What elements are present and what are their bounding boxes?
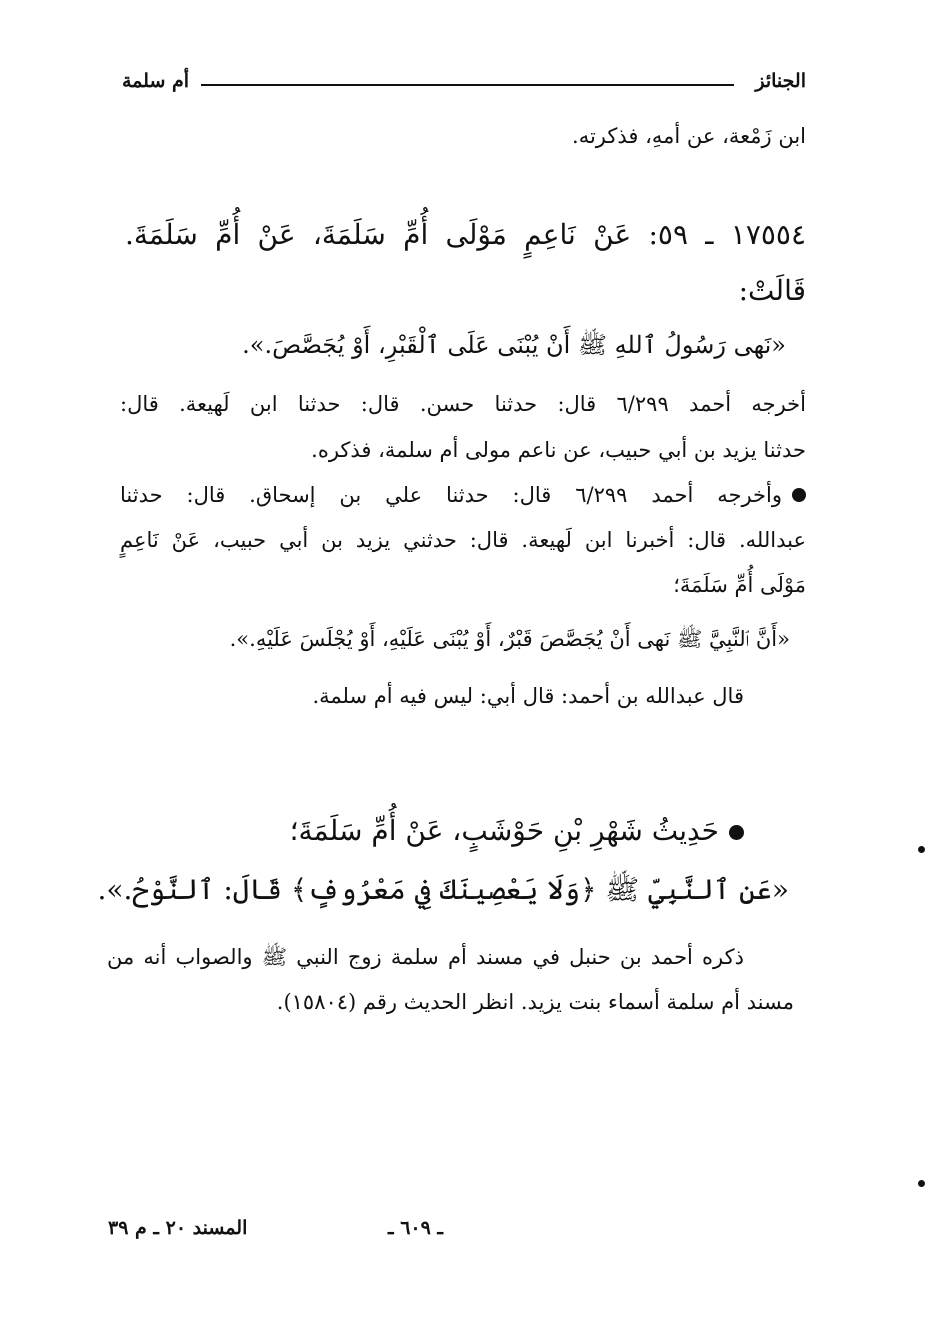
note-line-1 bbox=[107, 944, 744, 975]
hadith-heading-text: ١٧٥٥٤ ـ ٥٩: عَنْ نَاعِمٍ مَوْلَى أُمِّ سَلَمَةَ، عَنْ أُمِّ سَلَمَةَ. bbox=[125, 218, 806, 251]
header-subject-title: أم سلمة bbox=[122, 70, 190, 92]
margin-dot bbox=[918, 1180, 925, 1187]
header-rule bbox=[201, 84, 734, 86]
takhrij-line-3 bbox=[120, 483, 806, 507]
shahr-heading-text: حَدِيثُ شَهْرِ بْنِ حَوْشَبٍ، عَنْ أُمِّ سَلَمَةَ؛ bbox=[289, 814, 719, 847]
shahr-quote: «عَنِ ٱلنَّبِيِّ ﷺ ﴿وَلَا يَعْصِينَكَ فِي مَعْرُوفٍ﴾ قَالَ: ٱلنَّوْحُ.». bbox=[97, 873, 789, 906]
takhrij-line-2: حدثنا يزيد بن أبي حبيب، عن ناعم مولى أم سلمة، فذكره. bbox=[311, 438, 806, 462]
takhrij-note: قال عبدالله بن أحمد: قال أبي: ليس فيه أم سلمة. bbox=[312, 684, 744, 708]
takhrij-line-1 bbox=[120, 392, 806, 416]
hadith-intro: قَالَتْ: bbox=[738, 274, 806, 307]
shahr-heading bbox=[290, 814, 744, 847]
takhrij-line-4-text: عبدالله. قال: أخبرنا ابن لَهيعة. قال: حدثني يزيد بن أبي حبيب، عَنْ نَاعِمٍ bbox=[120, 528, 806, 552]
takhrij-quote: «أَنَّ ٱلنَّبِيَّ ﷺ نَهى أَنْ يُجَصَّصَ قَبْرٌ، أَوْ يُبْنَى عَلَيْهِ، أَوْ يُجْلَسَ عَلَيْهِ.». bbox=[229, 627, 790, 651]
takhrij-line-5: مَوْلَى أُمِّ سَلَمَةَ؛ bbox=[673, 573, 806, 597]
continuation-line: ابن زَمْعة، عن أمهِ، فذكرته. bbox=[572, 124, 806, 148]
takhrij-line-4 bbox=[120, 528, 806, 552]
bullet-icon bbox=[729, 825, 744, 840]
page-number: ـ ٦٠٩ ـ bbox=[388, 1217, 443, 1239]
bullet-icon bbox=[792, 488, 806, 502]
hadith-quote: «نَهى رَسُولُ ٱللهِ ﷺ أَنْ يُبْنَى عَلَى ٱلْقَبْرِ، أَوْ يُجَصَّصَ.». bbox=[242, 331, 786, 359]
note-line-1-text: ذكره أحمد بن حنبل في مسند أم سلمة زوج النبي ﷺ والصواب أنه من bbox=[107, 945, 744, 969]
takhrij-line-3-text: وأخرجه أحمد ٦/٢٩٩ قال: حدثنا علي بن إسحاق. قال: حدثنا bbox=[120, 483, 782, 507]
header-section-title: الجنائز bbox=[755, 70, 806, 92]
note-line-2: مسند أم سلمة أسماء بنت يزيد. انظر الحديث رقم (١٥٨٠٤). bbox=[276, 990, 794, 1014]
volume-signature: المسند ٢٠ ـ م ٣٩ bbox=[108, 1217, 248, 1239]
margin-dot bbox=[918, 846, 925, 853]
hadith-heading bbox=[125, 218, 806, 251]
takhrij-line-1-text: أخرجه أحمد ٦/٢٩٩ قال: حدثنا حسن. قال: حدثنا ابن لَهيعة. قال: bbox=[120, 392, 806, 416]
